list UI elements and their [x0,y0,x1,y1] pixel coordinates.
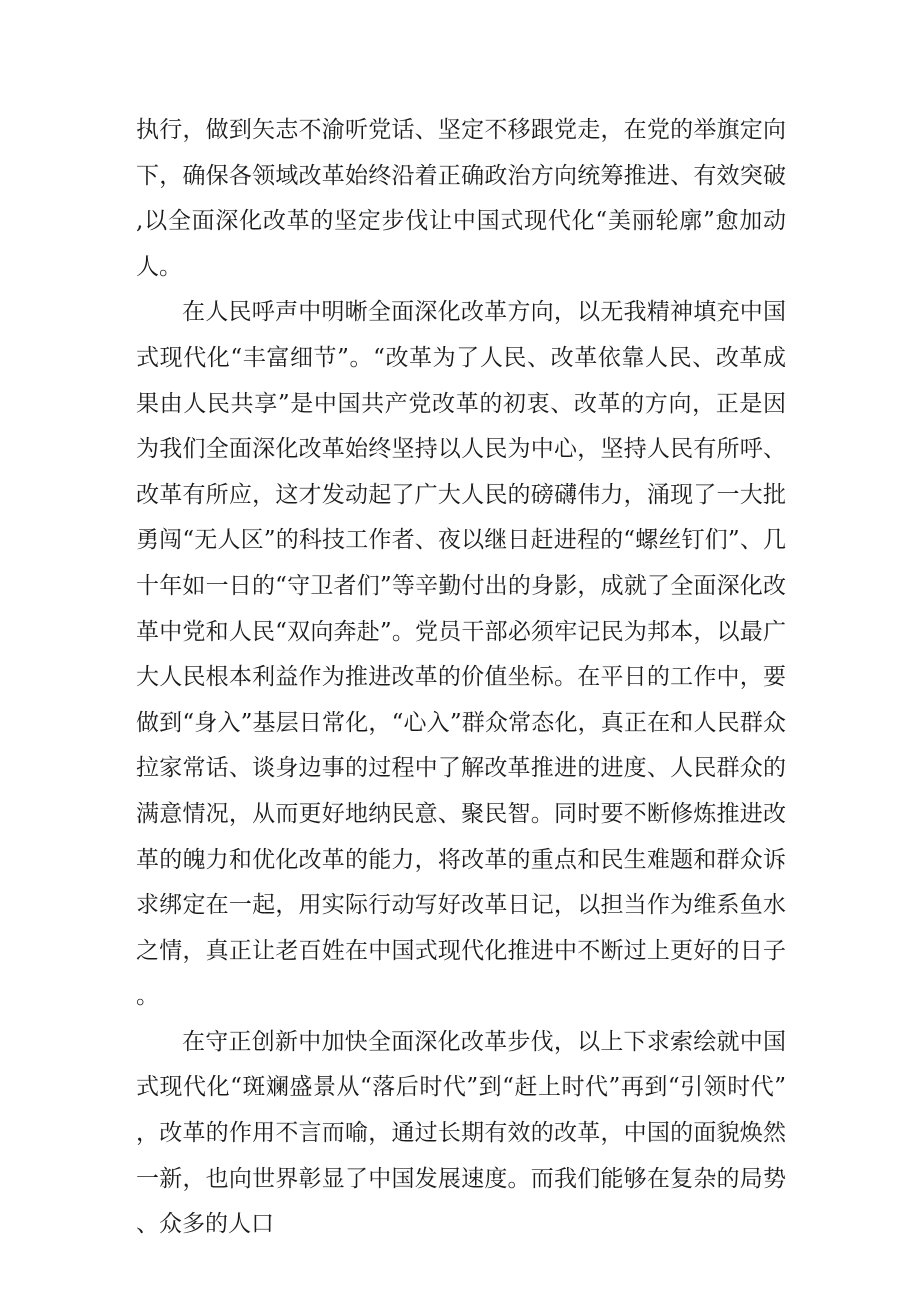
paragraph-2: 在人民呼声中明晰全面深化改革方向，以无我精神填充中国式现代化“丰富细节”。“改革为了人民、改革依靠人民、改革成果由人民共享”是中国共产党改革的初衷、改革的方向，正是因为我们全面深化改革始终坚持以人民为中心，坚持人民有所呼、改革有所应，这才发动起了广大人民的磅礴伟力，涌现了一大批勇闯“无人区”的科技工作者、夜以继日赶进程的“螺丝钉们”、几十年如一日的“守卫者们”等辛勤付出的身影，成就了全面深化改革中党和人民“双向奔赴”。党员干部必须牢记民为邦本，以最广大人民根本利益作为推进改革的价值坐标。在平日的工作中，要做到“身入”基层日常化，“心入”群众常态化，真正在和人民群众拉家常话、谈身边事的过程中了解改革推进的进度、人民群众的满意情况，从而更好地纳民意、聚民智。同时要不断修炼推进改革的魄力和优化改革的能力，将改革的重点和民生难题和群众诉求绑定在一起，用实际行动写好改革日记，以担当作为维系鱼水之情，真正让老百姓在中国式现代化推进中不断过上更好的日子。 [136,299,786,1010]
document-page [136,108,786,1248]
paragraph-1: 执行，做到矢志不渝听党话、坚定不移跟党走，在党的举旗定向下，确保各领域改革始终沿着正确政治方向统筹推进、有效突破,以全面深化改革的坚定步伐让中国式现代化“美丽轮廓”愈加动人。 [136,117,786,280]
paragraph-3: 在守正创新中加快全面深化改革步伐，以上下求索绘就中国式现代化“斑斓盛景从“落后时代”到“赶上时代”再到“引领时代”，改革的作用不言而喻，通过长期有效的改革，中国的面貌焕然一新，也向世界彰显了中国发展速度。而我们能够在复杂的局势、众多的人口 [136,1028,786,1238]
